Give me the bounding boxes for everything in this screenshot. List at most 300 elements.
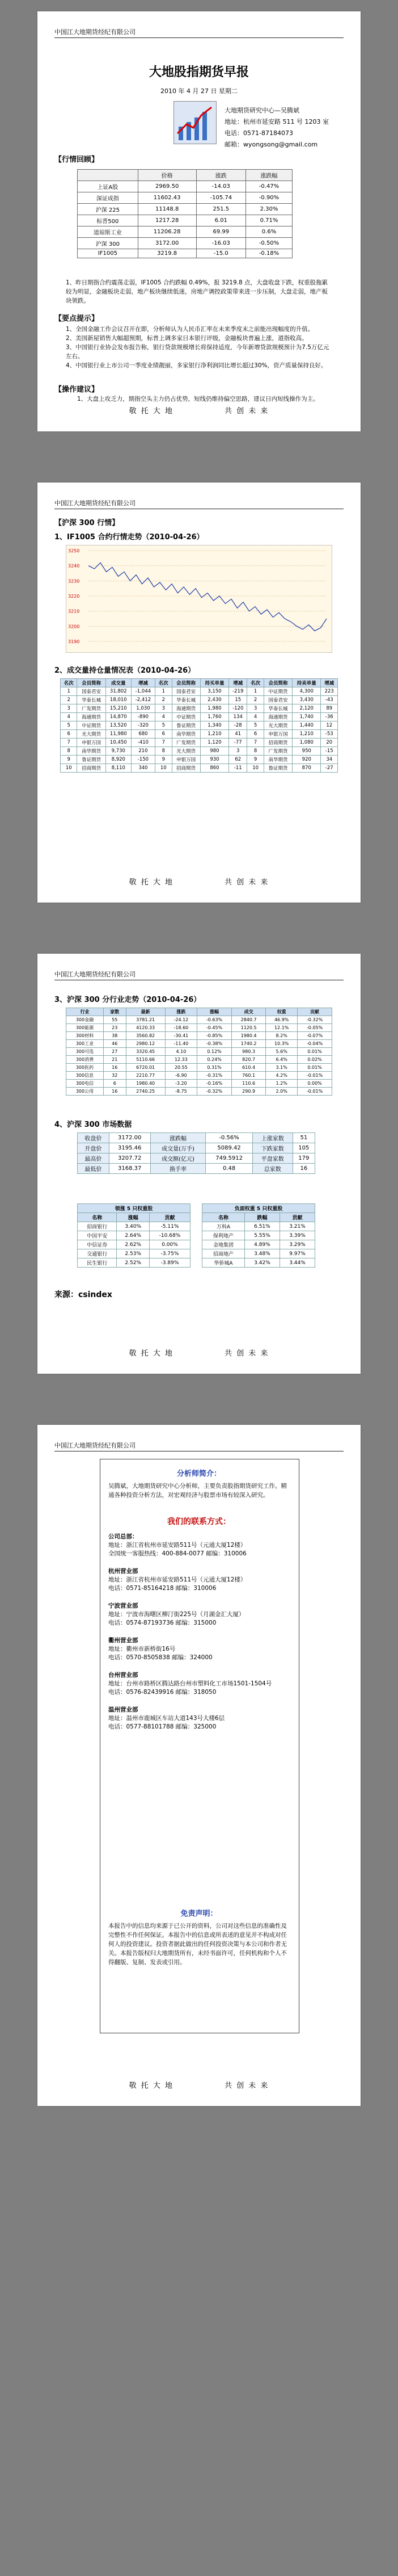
table-cell: 交通银行 — [78, 1249, 117, 1258]
table-row — [66, 1016, 332, 1024]
table-cell: 1.2% — [266, 1080, 298, 1088]
table-row — [202, 1240, 315, 1249]
table-cell: 12 — [321, 721, 338, 730]
table-row — [61, 764, 338, 773]
contact-line: 大地期货研究中心—吴腾斌 — [225, 107, 299, 114]
table-cell: 1,210 — [293, 730, 321, 739]
table-cell: 光大期货 — [172, 747, 200, 756]
table-cell: -24.12 — [165, 1016, 197, 1024]
table-cell: 251.5 — [196, 204, 245, 215]
column-header: 涨跌幅 — [246, 170, 293, 181]
table-cell: -0.07% — [298, 1032, 332, 1040]
table-cell: 0.00% — [149, 1240, 190, 1249]
table-cell: 道琼斯工业 — [78, 226, 138, 238]
table-cell: 6.4% — [266, 1056, 298, 1064]
table-cell: 2840.7 — [231, 1016, 265, 1024]
table-cell: -8.75 — [165, 1088, 197, 1096]
table-row — [202, 1258, 315, 1268]
table-cell: 最低价 — [78, 1164, 109, 1174]
table-cell: -0.56% — [206, 1133, 252, 1143]
table-cell: 46 — [103, 1040, 126, 1048]
page-1 — [37, 11, 361, 431]
table-cell: 300工业 — [66, 1040, 104, 1048]
table-row — [61, 747, 338, 756]
table-cell: 3195.46 — [109, 1143, 150, 1153]
y-tick-label: 3200 — [68, 624, 80, 630]
table-cell: -3.20 — [165, 1080, 197, 1088]
table-cell: 2.52% — [117, 1258, 149, 1268]
table-cell: 23 — [103, 1024, 126, 1032]
office-item — [108, 1637, 295, 1662]
y-tick-label: 3210 — [68, 609, 80, 614]
table-cell: 3781.21 — [126, 1016, 165, 1024]
table-cell: -30.41 — [165, 1032, 197, 1040]
header-company: 中国江大地期货经纪有限公司 — [54, 971, 136, 978]
report-title: 大地股指期货早报 — [149, 65, 249, 79]
table-row — [61, 730, 338, 739]
table-cell: -18.60 — [165, 1024, 197, 1032]
table-cell: 中国平安 — [78, 1231, 117, 1240]
table-cell: 4120.33 — [126, 1024, 165, 1032]
table-cell: -11 — [229, 764, 247, 773]
table-cell: 9 — [247, 756, 264, 764]
column-header: 成交量 — [105, 679, 131, 687]
table-cell: 8 — [155, 747, 172, 756]
table-cell: 2 — [61, 696, 77, 704]
table-cell: -3.75% — [149, 1249, 190, 1258]
table-row — [78, 1240, 190, 1249]
table-cell: 69.99 — [196, 226, 245, 238]
table-cell: 收盘价 — [78, 1133, 109, 1143]
table-cell: 3168.37 — [109, 1164, 150, 1174]
table-cell: 中证期货 — [264, 687, 292, 696]
table-cell: 12.1% — [266, 1024, 298, 1032]
tips-list — [66, 325, 332, 370]
table-cell: 290.9 — [231, 1088, 265, 1096]
table-cell: 110.6 — [231, 1080, 265, 1088]
table-cell: 海通期货 — [264, 713, 292, 721]
column-header — [78, 170, 138, 181]
table-cell: 1 — [61, 687, 77, 696]
table-cell: 2.30% — [246, 204, 293, 215]
office-phone: 电话：0574-87193736 邮编：315000 — [108, 1620, 217, 1626]
table-cell: 3.42% — [244, 1258, 280, 1268]
table-cell: 2210.77 — [126, 1072, 165, 1080]
y-tick-label: 3190 — [68, 639, 80, 644]
table-cell: 1,080 — [293, 739, 321, 747]
table-cell: -28 — [229, 721, 247, 730]
table-cell: -0.05% — [298, 1024, 332, 1032]
table-cell: 300电信 — [66, 1080, 104, 1088]
table-cell: 760.1 — [231, 1072, 265, 1080]
table-cell: 5 — [155, 721, 172, 730]
table-cell: 南华期货 — [264, 756, 292, 764]
page-header — [54, 1441, 344, 1451]
y-tick-label: 3250 — [68, 548, 80, 553]
table-cell: 2980.12 — [126, 1040, 165, 1048]
table-cell: 3320.45 — [126, 1048, 165, 1056]
table-cell: 招商地产 — [202, 1249, 245, 1258]
table-cell: -6.90 — [165, 1072, 197, 1080]
disclaimer-text: 本报告中的信息均来源于已公开的资料，公司对这些信息的准确性及完整性不作任何保证。本报告中的信息或所表述的意见并不构成对任何人的投资建议。投资者据此做出的任何投资决策与本公司和作者无关。本报告版权归大地期货所有，未经书面许可，任何机构和个人不得翻版、复制、发表或引用。 — [108, 1923, 287, 1966]
table-cell: 9.97% — [280, 1249, 315, 1258]
analyst-title: 分析师简介： — [176, 1470, 221, 1478]
table-cell: 华泰长城 — [172, 696, 200, 704]
page-header — [54, 970, 344, 980]
page-header — [54, 27, 344, 38]
table-row — [78, 181, 293, 192]
office-item — [108, 1567, 295, 1593]
table-cell: 10 — [61, 764, 77, 773]
table-cell: 10 — [247, 764, 264, 773]
table-cell: 1120.5 — [231, 1024, 265, 1032]
column-header: 会员简称 — [264, 679, 292, 687]
section-advice-title: 【操作建议】 — [54, 385, 99, 394]
table-row — [78, 192, 293, 204]
column-header: 名次 — [247, 679, 264, 687]
table-cell: -150 — [131, 756, 155, 764]
table-cell: 1,760 — [200, 713, 228, 721]
table-cell: 3.39% — [280, 1231, 315, 1240]
page-footer — [37, 876, 361, 887]
table-cell: 成交量(万手) — [150, 1143, 206, 1153]
table-cell: 4,300 — [293, 687, 321, 696]
y-tick-label: 3230 — [68, 578, 80, 584]
table-row — [78, 1164, 315, 1174]
office-phone: 电话：0570-8505838 邮编：324000 — [108, 1654, 213, 1661]
column-header: 会员简称 — [77, 679, 105, 687]
table-cell: 34 — [321, 756, 338, 764]
table-row — [66, 1032, 332, 1040]
chart2-title: 2、成交量持仓量情况表（2010-04-26） — [54, 666, 196, 675]
tip-item: 2、美国新屋销售大幅超预期，标普上调多家日本银行评级，金融板块普遍上涨，道指收高。 — [66, 335, 308, 342]
table-cell: 1,740 — [293, 713, 321, 721]
review-text: 1、昨日期指合约震荡走弱，IF1005 合约跌幅 0.49%，报 3219.8 点，大盘收盘下跌，权重股拖累较为明显，金融板块走弱，地产板块继续低迷，房地产调控政策带来进一步压制，大盘走弱，地产板块领跌。 — [66, 279, 328, 304]
table-cell: 1 — [155, 687, 172, 696]
table-cell: 2 — [247, 696, 264, 704]
column-header: 名次 — [155, 679, 172, 687]
table-row — [78, 226, 293, 238]
tip-item: 4、中国银行业上市公司一季度业绩靓丽，多家银行净利润同比增长超过30%，资产质量保持良好。 — [66, 362, 327, 369]
table-cell: 沪深 225 — [78, 204, 138, 215]
table-cell: 3219.8 — [138, 249, 196, 258]
table-cell: -16.03 — [196, 238, 245, 249]
table-cell: 340 — [131, 764, 155, 773]
table-cell: -5.11% — [149, 1222, 190, 1231]
office-name: 温州营业部 — [108, 1706, 138, 1713]
table-cell: 广发期货 — [264, 747, 292, 756]
chart4-title: 4、沪深 300 市场数据 — [54, 1121, 132, 1129]
office-phone: 电话：0571-85164218 邮编：310006 — [108, 1585, 217, 1592]
table-cell: 15,210 — [105, 704, 131, 713]
table-row — [78, 1143, 315, 1153]
table-cell: 18,010 — [105, 696, 131, 704]
table-cell: 4.89% — [244, 1240, 280, 1249]
table-cell: 20 — [321, 739, 338, 747]
column-header: 贡献 — [280, 1213, 315, 1222]
table-cell: 2.0% — [266, 1088, 298, 1096]
table-cell: -14.03 — [196, 181, 245, 192]
table-cell: 51 — [293, 1133, 315, 1143]
table-cell: 62 — [229, 756, 247, 764]
table-cell: 2,120 — [293, 704, 321, 713]
office-address: 地址：浙江省杭州市延安路511号（元通大厦12楼） — [108, 1576, 247, 1583]
company-logo — [173, 101, 217, 144]
table-cell: 1,980 — [200, 704, 228, 713]
page-3 — [37, 954, 361, 1374]
table-cell: 下跌家数 — [252, 1143, 293, 1153]
table-cell: 980 — [200, 747, 228, 756]
table-cell: 8 — [61, 747, 77, 756]
table-cell: 46.9% — [266, 1016, 298, 1024]
column-header: 价格 — [138, 170, 196, 181]
office-name: 衢州营业部 — [108, 1637, 138, 1644]
column-header: 家数 — [103, 1008, 126, 1016]
table-cell: 2 — [155, 696, 172, 704]
column-header: 持卖单量 — [293, 679, 321, 687]
column-header: 持买单量 — [200, 679, 228, 687]
table-cell: 4 — [247, 713, 264, 721]
footer-right: 共 创 未 来 — [225, 2082, 269, 2090]
contact-block — [225, 105, 329, 150]
table-cell: 11,980 — [105, 730, 131, 739]
column-header: 名次 — [61, 679, 77, 687]
table-cell: 89 — [321, 704, 338, 713]
table-cell: 3.29% — [280, 1240, 315, 1249]
table-cell: 0.71% — [246, 215, 293, 226]
table-cell: 成交额(亿元) — [150, 1153, 206, 1164]
table-cell: 134 — [229, 713, 247, 721]
table-cell: IF1005 — [78, 249, 138, 258]
table-cell: -0.63% — [197, 1016, 232, 1024]
table-cell: 31,802 — [105, 687, 131, 696]
table-row — [78, 1133, 315, 1143]
table-row — [78, 1231, 190, 1240]
table-cell: 3.44% — [280, 1258, 315, 1268]
table-cell: -15 — [321, 747, 338, 756]
table-cell: -890 — [131, 713, 155, 721]
table-cell: 0.31% — [197, 1064, 232, 1072]
table-cell: 3.40% — [117, 1222, 149, 1231]
page-header — [54, 498, 344, 509]
table-cell: 0.48 — [206, 1164, 252, 1174]
table-cell: 6 — [247, 730, 264, 739]
column-header: 增减 — [131, 679, 155, 687]
footer-left: 敬 托 大 地 — [129, 1349, 173, 1358]
table-cell: 32 — [103, 1072, 126, 1080]
header-company: 中国江大地期货经纪有限公司 — [54, 28, 136, 36]
table-cell: 11602.43 — [138, 192, 196, 204]
table-cell: 105 — [293, 1143, 315, 1153]
table-cell: 21 — [103, 1056, 126, 1064]
office-address: 地址：台州市路桥区腾达路台州市塑料化工市场1501-1504号 — [108, 1680, 272, 1687]
page-footer — [37, 405, 361, 416]
contact-line: 地址：杭州市延安路 511 号 1203 室 — [225, 118, 329, 125]
table-cell: 870 — [293, 764, 321, 773]
table-cell: -320 — [131, 721, 155, 730]
table-title: 负面权重 5 只权重股 — [202, 1204, 315, 1213]
table-cell: 950 — [293, 747, 321, 756]
table-row — [78, 1153, 315, 1164]
sector-table — [66, 1008, 332, 1096]
table-cell: 8.2% — [266, 1032, 298, 1040]
table-cell: 沪深 300 — [78, 238, 138, 249]
office-phone: 电话：0576-82439916 邮编：318050 — [108, 1689, 217, 1696]
table-cell: 27 — [103, 1048, 126, 1056]
table-header-row — [78, 1213, 190, 1222]
office-phone: 全国统一客服热线：400-884-0077 邮编：310006 — [108, 1550, 247, 1557]
table-cell: 民生银行 — [78, 1258, 117, 1268]
table-cell: -0.18% — [246, 249, 293, 258]
table-cell: -0.16% — [197, 1080, 232, 1088]
table-cell: 1217.28 — [138, 215, 196, 226]
table-cell: 13,520 — [105, 721, 131, 730]
table-cell: 6720.01 — [126, 1064, 165, 1072]
table-cell: 300金融 — [66, 1016, 104, 1024]
table-cell: 6 — [155, 730, 172, 739]
table-cell: 20.55 — [165, 1064, 197, 1072]
page-footer — [37, 1347, 361, 1358]
column-header: 贡献 — [149, 1213, 190, 1222]
table-cell: 涨跌幅 — [150, 1133, 206, 1143]
table-cell: -11.40 — [165, 1040, 197, 1048]
table-cell: -53 — [321, 730, 338, 739]
table-cell: 中证期货 — [77, 721, 105, 730]
contact-title: 我们的联系方式： — [167, 1517, 231, 1526]
table-cell: 南华期货 — [172, 730, 200, 739]
table-cell: 招商期货 — [77, 764, 105, 773]
office-item — [108, 1602, 295, 1627]
table-row — [66, 1048, 332, 1056]
table-cell: 4 — [155, 713, 172, 721]
table-cell: 10 — [155, 764, 172, 773]
table-cell: 海通期货 — [172, 704, 200, 713]
footer-right: 共 创 未 来 — [225, 878, 269, 887]
table-row — [61, 721, 338, 730]
table-cell: 1,340 — [200, 721, 228, 730]
office-address: 地址：宁波市海曙区柳汀街225号（月湖金汇大厦） — [108, 1611, 245, 1618]
table-cell: 3 — [247, 704, 264, 713]
table-cell: 9,730 — [105, 747, 131, 756]
table-cell: 300能源 — [66, 1024, 104, 1032]
column-header: 涨幅 — [197, 1008, 232, 1016]
table-cell: 广发期货 — [77, 704, 105, 713]
table-cell: 300信息 — [66, 1072, 104, 1080]
y-tick-label: 3240 — [68, 563, 80, 569]
table-cell: -10.68% — [149, 1231, 190, 1240]
report-date: 2010 年 4 月 27 日 星期二 — [160, 87, 238, 95]
footer-right: 共 创 未 来 — [225, 1349, 269, 1358]
office-item — [108, 1706, 295, 1731]
page-footer — [37, 2079, 361, 2090]
column-header: 名称 — [78, 1213, 117, 1222]
office-phone: 电话：0577-88101788 邮编：325000 — [108, 1723, 217, 1730]
table-cell: 广发期货 — [172, 739, 200, 747]
table-cell: 上证A股 — [78, 181, 138, 192]
table-cell: 16 — [103, 1088, 126, 1096]
table-cell: 3172.00 — [109, 1133, 150, 1143]
table-cell: 10,450 — [105, 739, 131, 747]
table-cell: 0.00% — [298, 1080, 332, 1088]
table-cell: 12.33 — [165, 1056, 197, 1064]
table-cell: 上涨家数 — [252, 1133, 293, 1143]
table-cell: 3.1% — [266, 1064, 298, 1072]
table-cell: -0.32% — [197, 1088, 232, 1096]
table-cell: 179 — [293, 1153, 315, 1164]
table-cell: 9 — [155, 756, 172, 764]
table-cell: 3.21% — [280, 1222, 315, 1231]
table-cell: 3,150 — [200, 687, 228, 696]
column-header: 涨幅 — [117, 1213, 149, 1222]
table-row — [78, 238, 293, 249]
table-row — [61, 739, 338, 747]
table-cell: 1,030 — [131, 704, 155, 713]
chart1-title: 1、IF1005 合约行情走势（2010-04-26） — [54, 533, 204, 542]
tip-item: 3、中国银行业协会发布报告称，银行贷款规模增长将保持适度，今年新增贷款规模预计为7.5万亿元左右。 — [66, 344, 329, 360]
footer-left: 敬 托 大 地 — [129, 407, 173, 416]
table-row — [78, 1222, 190, 1231]
column-header: 成交 — [231, 1008, 265, 1016]
table-cell: 2.62% — [117, 1240, 149, 1249]
table-cell: 换手率 — [150, 1164, 206, 1174]
table-cell: 中证期货 — [172, 713, 200, 721]
table-row — [66, 1072, 332, 1080]
table-cell: 920 — [293, 756, 321, 764]
footer-left: 敬 托 大 地 — [129, 878, 173, 887]
table-cell: 5.55% — [244, 1231, 280, 1240]
header-company: 中国江大地期货经纪有限公司 — [54, 500, 136, 507]
table-cell: 0.12% — [197, 1048, 232, 1056]
table-cell: -0.50% — [246, 238, 293, 249]
table-cell: 深证成指 — [78, 192, 138, 204]
table-cell: -0.31% — [197, 1072, 232, 1080]
table-cell: 光大期货 — [264, 721, 292, 730]
table-row — [66, 1040, 332, 1048]
section-tips-title: 【要点提示】 — [54, 314, 99, 323]
table-cell: 11148.8 — [138, 204, 196, 215]
table-cell: 申银万国 — [264, 730, 292, 739]
table-cell: 南华期货 — [77, 747, 105, 756]
table-cell: 610.4 — [231, 1064, 265, 1072]
table-cell: -0.04% — [298, 1040, 332, 1048]
table-cell: 8 — [247, 747, 264, 756]
table-cell: 11206.28 — [138, 226, 196, 238]
footer-right: 共 创 未 来 — [225, 407, 269, 416]
table-cell: 55 — [103, 1016, 126, 1024]
table-cell: 3 — [229, 747, 247, 756]
table-cell: 2969.50 — [138, 181, 196, 192]
table-cell: 210 — [131, 747, 155, 756]
table-cell: -27 — [321, 764, 338, 773]
table-header-row — [66, 1008, 332, 1016]
table-row — [202, 1231, 315, 1240]
column-header: 行业 — [66, 1008, 104, 1016]
table-cell: -0.45% — [197, 1024, 232, 1032]
table-cell: 招商银行 — [78, 1222, 117, 1231]
table-cell: 930 — [200, 756, 228, 764]
column-header: 最新 — [126, 1008, 165, 1016]
table-cell: -0.01% — [298, 1088, 332, 1096]
table-cell: 3.48% — [244, 1249, 280, 1258]
table-cell: 海通期货 — [77, 713, 105, 721]
table-cell: 开盘价 — [78, 1143, 109, 1153]
y-tick-label: 3220 — [68, 594, 80, 599]
source-label: 来源：csindex — [54, 1290, 112, 1299]
table-cell: 4 — [61, 713, 77, 721]
table-cell: 14,870 — [105, 713, 131, 721]
table-cell: 光大期货 — [77, 730, 105, 739]
table-cell: 国泰君安 — [77, 687, 105, 696]
